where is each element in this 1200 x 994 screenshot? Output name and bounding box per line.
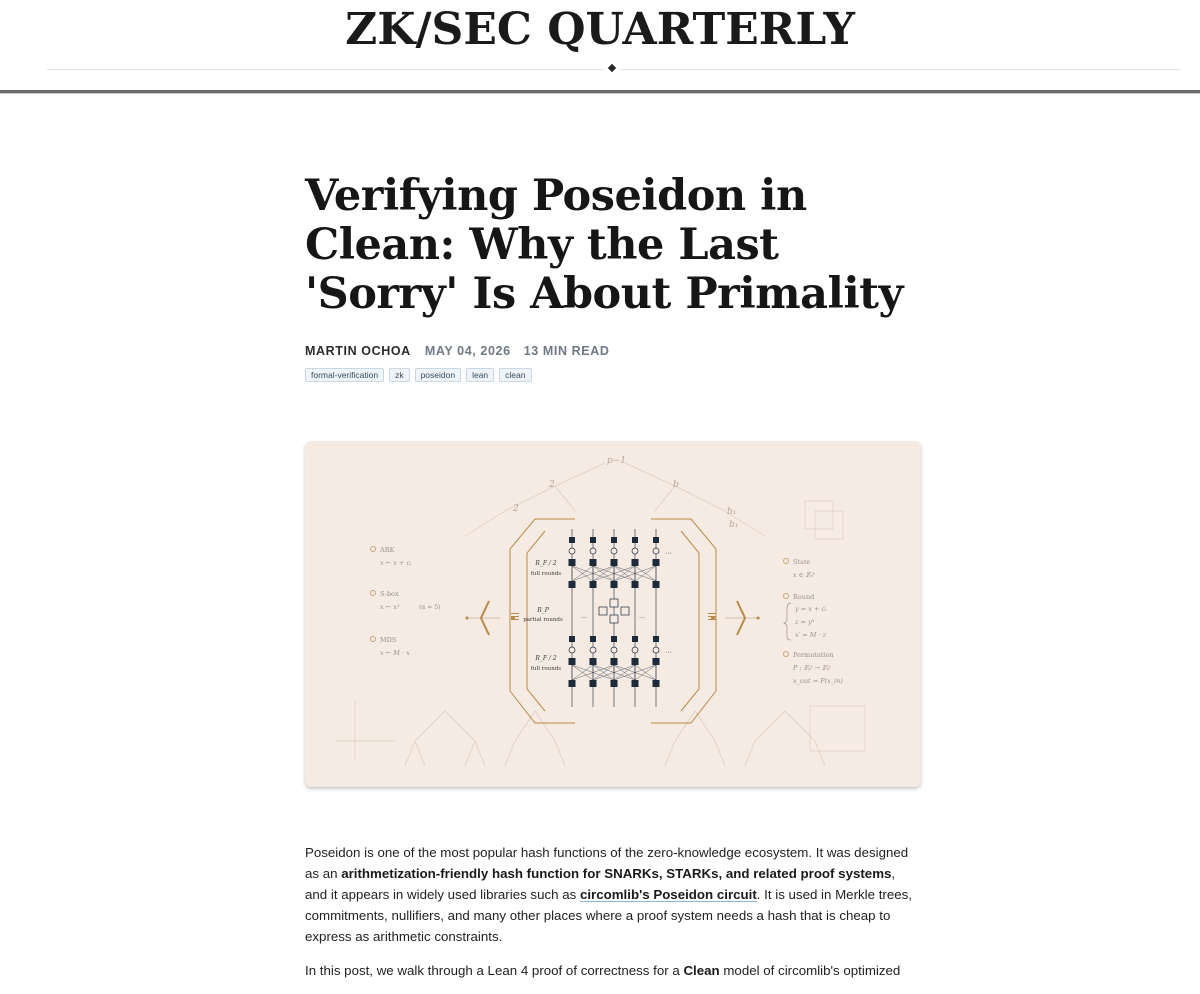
site-title-link[interactable]: ZK/SEC QUARTERLY <box>345 4 855 55</box>
tag-zk[interactable]: zk <box>389 368 410 382</box>
sbox-node <box>653 559 660 566</box>
svg-text:2: 2 <box>513 504 519 514</box>
circomlib-poseidon-link[interactable]: circomlib's Poseidon circuit <box>579 887 757 902</box>
mds-node <box>653 581 660 588</box>
add-node <box>632 548 638 554</box>
right-legend <box>784 558 844 685</box>
partial-round-node <box>599 607 607 615</box>
svg-text:x ∈ 𝔽ₚᵗ: x ∈ 𝔽ₚᵗ <box>793 571 815 579</box>
svg-text:R_P: R_P <box>537 607 549 614</box>
svg-text:full rounds: full rounds <box>530 666 562 672</box>
svg-text:x′ = M · z: x′ = M · z <box>795 631 826 639</box>
add-node <box>653 548 659 554</box>
paragraph-2: In this post, we walk through a Lean 4 proof of correctness for a Clean model of circomlib's optimized <box>305 963 901 978</box>
ellipsis-text: ··· <box>639 615 645 621</box>
svg-text:z = y⁵: z = y⁵ <box>795 618 815 626</box>
sbox-node <box>632 559 639 566</box>
partial-round-node <box>610 599 618 607</box>
add-node <box>590 548 596 554</box>
round-constant-node <box>611 636 617 642</box>
emphasis-clean: Clean <box>683 963 720 978</box>
svg-text:x ← x⁵: x ← x⁵ <box>380 603 400 611</box>
svg-text:x ← x + cᵢ: x ← x + cᵢ <box>380 559 412 567</box>
add-node <box>569 647 575 653</box>
svg-text:Round: Round <box>793 593 815 601</box>
masthead <box>0 0 1200 94</box>
add-node <box>611 548 617 554</box>
article-meta <box>305 344 618 358</box>
partial-round-node <box>610 615 618 623</box>
sbox-node <box>569 658 576 665</box>
add-node <box>590 647 596 653</box>
article-body <box>305 842 915 994</box>
sbox-node <box>590 658 597 665</box>
mds-node <box>611 680 618 687</box>
svg-text:S-box: S-box <box>380 590 399 598</box>
mds-node <box>632 581 639 588</box>
svg-text:R_F / 2: R_F / 2 <box>535 655 557 662</box>
mds-node <box>590 680 597 687</box>
author-name[interactable]: MARTIN OCHOA <box>305 344 411 358</box>
partial-round-node <box>621 607 629 615</box>
svg-text:full rounds: full rounds <box>530 571 562 577</box>
tag-lean[interactable]: lean <box>466 368 494 382</box>
sbox-node <box>611 559 618 566</box>
svg-text:x_out = P(x_in): x_out = P(x_in) <box>793 677 843 685</box>
divider-diamond-icon <box>608 64 616 72</box>
svg-text:y = x + cᵢ: y = x + cᵢ <box>795 605 827 613</box>
mds-node <box>611 581 618 588</box>
round-constant-node <box>569 537 575 543</box>
mds-node <box>653 680 660 687</box>
publish-date: MAY 04, 2026 <box>424 344 511 358</box>
svg-text:partial rounds: partial rounds <box>523 617 563 623</box>
round-constant-node <box>632 636 638 642</box>
svg-text:R_F / 2: R_F / 2 <box>535 560 557 567</box>
top-label: p−1 <box>607 456 627 466</box>
svg-text:ARK: ARK <box>380 546 395 554</box>
svg-text:2: 2 <box>549 480 555 490</box>
tag-formal-verification[interactable]: formal-verification <box>305 368 384 382</box>
sbox-node <box>569 559 576 566</box>
ellipsis-text: ··· <box>665 649 672 656</box>
round-labels <box>523 560 563 672</box>
mds-node <box>569 680 576 687</box>
round-constant-node <box>590 636 596 642</box>
masthead-bottom-rule-shadow <box>0 93 1200 94</box>
tag-poseidon[interactable]: poseidon <box>415 368 462 382</box>
tag-clean[interactable]: clean <box>499 368 531 382</box>
svg-text:b: b <box>673 480 679 490</box>
article-header <box>305 171 921 380</box>
mds-node <box>590 581 597 588</box>
sbox-node <box>632 658 639 665</box>
svg-text:b₁: b₁ <box>729 520 739 530</box>
ellipsis-text: ··· <box>665 550 672 557</box>
round-constant-node <box>611 537 617 543</box>
add-node <box>653 647 659 653</box>
sbox-node <box>653 658 660 665</box>
round-constant-node <box>653 636 659 642</box>
svg-text:P : 𝔽ₚᵗ → 𝔽ₚᵗ: P : 𝔽ₚᵗ → 𝔽ₚᵗ <box>793 664 831 672</box>
tag-list <box>305 368 532 382</box>
add-node <box>569 548 575 554</box>
circuit-network <box>569 529 673 707</box>
emphasis-arithmetization: arithmetization-friendly hash function for SNARKs, STARKs, and related proof systems <box>341 866 892 881</box>
svg-text:State: State <box>793 558 811 566</box>
hero-illustration <box>305 441 921 787</box>
poseidon-permutation-diagram <box>305 441 921 787</box>
sbox-node <box>611 658 618 665</box>
round-constant-node <box>569 636 575 642</box>
svg-text:(α = 5): (α = 5) <box>419 604 441 611</box>
svg-text:MDS: MDS <box>380 636 397 644</box>
add-node <box>611 647 617 653</box>
svg-text:Permutation: Permutation <box>793 651 834 659</box>
mds-node <box>632 680 639 687</box>
paragraph-1: Poseidon is one of the most popular hash functions of the zero-knowledge ecosystem. It was designed as an arithmetization-friendly hash function for SNARKs, STARKs, and related proof systems, and it appears in widely used libraries such as circomlib's Poseidon circuit. It is used in Merkle trees, commitments, nullifiers, and many other places where a proof system needs a hash that is cheap to express as arithmetic constraints. <box>305 845 912 944</box>
mds-node <box>569 581 576 588</box>
svg-text:b₁: b₁ <box>727 507 737 517</box>
round-constant-node <box>653 537 659 543</box>
add-node <box>632 647 638 653</box>
read-time: 13 MIN READ <box>523 344 610 358</box>
left-legend <box>371 546 441 657</box>
article-title: Verifying Poseidon in Clean: Why the Last 'Sorry' Is About Primality <box>305 171 904 319</box>
round-constant-node <box>590 537 596 543</box>
svg-text:x ← M · x: x ← M · x <box>380 649 410 657</box>
ellipsis-text: ··· <box>581 615 587 621</box>
sbox-node <box>590 559 597 566</box>
round-constant-node <box>632 537 638 543</box>
